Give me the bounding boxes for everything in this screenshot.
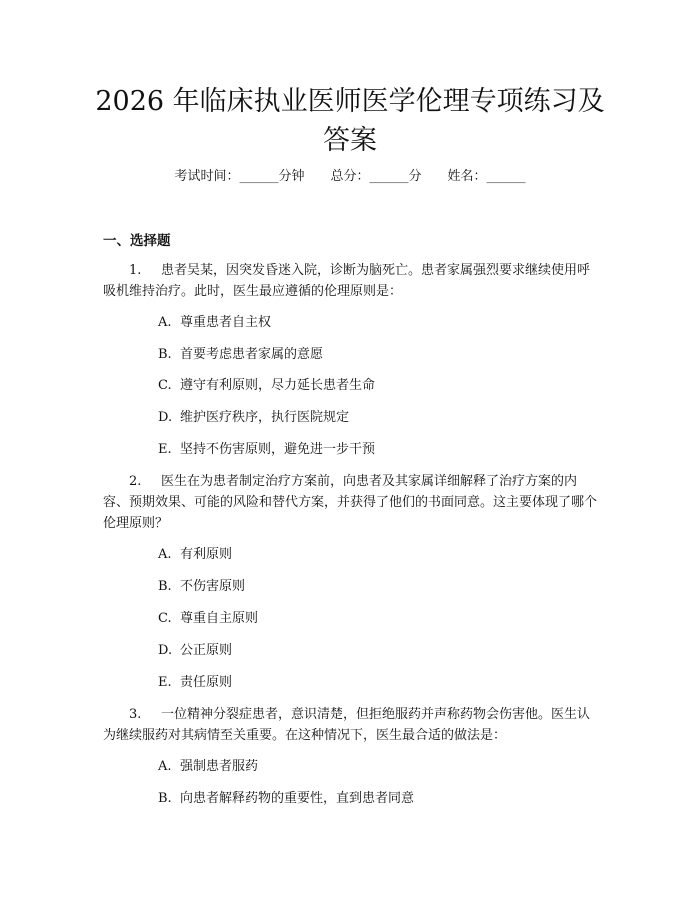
option-letter: C. <box>158 378 172 393</box>
question-text: 一位精神分裂症患者，意识清楚，但拒绝服药并声称药物会伤害他。医生认为继续服药对其病情至关重要。在这种情况下，医生最合适的做法是： <box>103 707 591 743</box>
q1-option-c <box>158 377 375 395</box>
question-number: 1. <box>129 263 142 278</box>
name-blank: ______ <box>486 169 526 184</box>
section-heading: 一、选择题 <box>103 233 171 249</box>
total-score-blank: ______ <box>369 169 409 184</box>
option-letter: A. <box>158 547 172 562</box>
question-text: 患者吴某，因突发昏迷入院，诊断为脑死亡。患者家属强烈要求继续使用呼吸机维持治疗。此时，医生最应遵循的伦理原则是： <box>103 263 591 299</box>
option-letter: D. <box>158 410 173 425</box>
question-2 <box>103 471 600 534</box>
option-text: 坚持不伤害原则，避免进一步干预 <box>180 442 376 457</box>
document-title: 2026 年临床执业医师医学伦理专项练习及答案 <box>95 86 605 156</box>
q2-option-b <box>158 578 245 596</box>
option-text: 强制患者服药 <box>180 759 259 774</box>
option-text: 公正原则 <box>180 643 233 658</box>
option-letter: B. <box>158 791 172 806</box>
option-letter: D. <box>158 643 173 658</box>
option-text: 不伤害原则 <box>180 579 246 594</box>
option-text: 向患者解释药物的重要性，直到患者同意 <box>180 791 415 806</box>
q1-option-a <box>158 314 271 332</box>
option-letter: E. <box>158 675 172 690</box>
option-letter: A. <box>158 759 172 774</box>
option-text: 遵守有利原则，尽力延长患者生命 <box>180 378 376 393</box>
option-text: 维护医疗秩序，执行医院规定 <box>180 410 350 425</box>
total-score-label: 总分： <box>330 169 370 184</box>
option-text: 尊重自主原则 <box>180 611 259 626</box>
q2-option-c <box>158 610 258 628</box>
option-letter: E. <box>158 442 172 457</box>
option-letter: B. <box>158 579 172 594</box>
option-text: 首要考虑患者家属的意愿 <box>180 347 324 362</box>
q1-option-d <box>158 409 349 427</box>
total-score-unit: 分 <box>408 169 422 184</box>
q3-option-a <box>158 758 258 776</box>
exam-time-unit: 分钟 <box>278 169 305 184</box>
q2-option-a <box>158 546 232 564</box>
question-number: 3. <box>129 707 142 722</box>
question-number: 2. <box>129 474 142 489</box>
exam-time-blank: ______ <box>239 169 279 184</box>
question-text: 医生在为患者制定治疗方案前，向患者及其家属详细解释了治疗方案的内容、预期效果、可能的风险和替代方案，并获得了他们的书面同意。这主要体现了哪个伦理原则？ <box>103 474 598 531</box>
exam-time-label: 考试时间： <box>174 169 240 184</box>
question-3 <box>103 704 600 746</box>
q2-option-d <box>158 642 232 660</box>
question-1 <box>103 260 600 302</box>
option-letter: B. <box>158 347 172 362</box>
q2-option-e <box>158 674 232 692</box>
name-label: 姓名： <box>447 169 487 184</box>
exam-info-line <box>0 168 700 186</box>
option-text: 有利原则 <box>180 547 233 562</box>
q1-option-b <box>158 346 323 364</box>
option-text: 尊重患者自主权 <box>180 315 272 330</box>
option-text: 责任原则 <box>180 675 233 690</box>
q1-option-e <box>158 441 375 459</box>
option-letter: C. <box>158 611 172 626</box>
option-letter: A. <box>158 315 172 330</box>
q3-option-b <box>158 790 414 808</box>
